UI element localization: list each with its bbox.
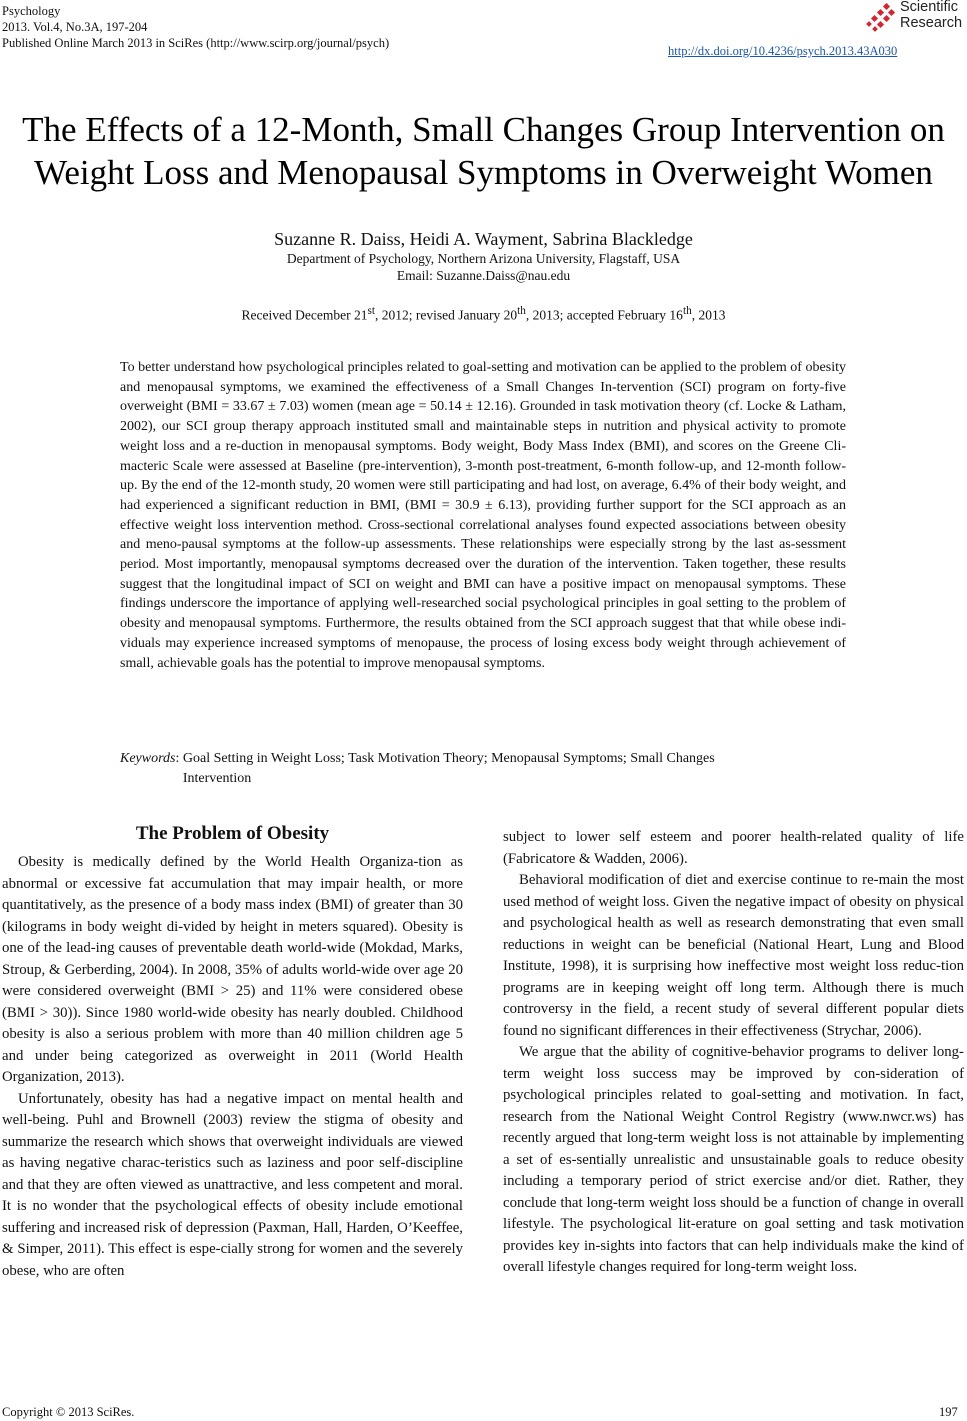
revised-text: , 2012; revised January 20: [375, 307, 518, 323]
received-text: Received December 21: [241, 307, 368, 323]
body-paragraph: Unfortunately, obesity has had a negative impact on mental health and well-being. Puhl and Brownell (2003) review the stigma of obesity and summarize the research which shows that overweight individuals are viewed as having negative charac-teristics such as laziness and poor self-discipline and that they are often viewed as unattractive, and less competent and moral. It is no wonder that the psychological effects of obesity include emotional suffering and increased risk of depression (Paxman, Hall, Harden, O’Keeffee, & Simper, 2011). This effect is espe-cially strong for women and the severely obese, who are often: [2, 1090, 463, 1279]
journal-header: [2, 3, 389, 51]
left-column: [2, 823, 463, 1282]
logo-line2: Research: [900, 14, 963, 31]
body-paragraph: Behavioral modification of diet and exercise continue to re-main the most used method of weight loss. Given the negative impact of obesity on physical and psychological health as well as research demonstrating that even small reductions in weight can be beneficial (National Heart, Lung and Blood Institute, 1998), it is surprising how ineffective most weight loss reduc-tion programs are in keeping weight off long term. Although there is much controversy in the field, a recent study of several different popular diets found no significant differences in their effectiveness (Strychar, 2006).: [503, 872, 964, 1039]
scientific-research-logo: [866, 0, 967, 36]
accepted-sup: th: [682, 305, 692, 317]
section-heading: The Problem of Obesity: [135, 823, 330, 844]
body-paragraph: Obesity is medically defined by the World Health Organiza-tion as abnormal or excessive fat accumulation that may impair health, or more quantitatively, as the presence of a body mass index (BMI) of greater than 30 (kilograms in body weight di-vided by height in meters squared). Obesity is one of the lead-ing causes of preventable death world-wide (Mokdad, Marks, Stroup, & Gerberding, 2004). In 2008, 35% of adults world-wide over age 20 were considered overweight (BMI > 25) and 11% were considered obese (BMI > 30)). Since 1980 world-wide obesity has nearly doubled. Childhood obesity is also a serious problem with more than 40 million children age 5 and under being categorized as overweight in 2011 (World Health Organization, 2013).: [2, 854, 463, 1085]
received-sup: st: [367, 305, 375, 317]
logo-line1: Scientific: [900, 0, 959, 15]
abstract: To better understand how psychological principles related to goal-setting and motivation can be applied to the problem of obesity and menopausal symptoms, we examined the effectiveness of a Small Changes In-tervention (SCI) program on forty-five overweight (BMI = 33.67 ± 7.03) women (mean age = 50.14 ± 12.16). Grounded in task motivation theory (cf. Locke & Latham, 2002), our SCI group therapy approach instituted small and maintainable steps in nutrition and physical activity to promote weight loss and a re-duction in menopausal symptoms. Body weight, Body Mass Index (BMI), and scores on the Greene Cli-macteric Scale were assessed at Baseline (pre-intervention), 3-month post-treatment, 6-month follow-up, and 12-month follow-up. By the end of the 12-month study, 20 women were still participating and had lost, on average, 6.4% of their body weight, and had experienced a significant reduction in BMI, (BMI = 30.9 ± 6.13), providing further support for the SCI approach as an effective weight loss intervention method. Cross-sectional correlational analyses found expected associations between obesity and meno-pausal symptoms at the follow-up assessments. These relationships were especially strong by the last as-sessment period. Most importantly, menopausal symptoms decreased over the duration of the intervention. Taken together, these results suggest that the longitudinal impact of SCI on weight and BMI can have a positive impact on menopausal symptoms. These findings underscore the importance of applying well-researched social psychological principles in goal setting to the problem of obesity and menopausal symptoms. Furthermore, the results obtained from the SCI approach suggest that that while obese indi-viduals may experience increased symptoms of menopause, the process of losing excess body weight through achievement of small, achievable goals has the potential to improve menopausal symptoms.: [120, 360, 846, 671]
journal-name: Psychology: [2, 4, 61, 18]
logo-diamonds-icon: [866, 3, 898, 33]
logo-text: [900, 0, 962, 31]
title-line2: Weight Loss and Menopausal Symptoms in Overweight Women: [34, 153, 933, 192]
journal-volume: 2013. Vol.4, No.3A, 197-204: [2, 20, 148, 34]
doi-link[interactable]: http://dx.doi.org/10.4236/psych.2013.43A030: [668, 44, 898, 58]
page-number: 197: [939, 1405, 958, 1419]
right-column: [503, 827, 964, 1279]
affiliation: Department of Psychology, Northern Arizona University, Flagstaff, USA: [286, 251, 681, 266]
copyright: Copyright © 2013 SciRes.: [2, 1405, 135, 1419]
accepted-text: , 2013; accepted February 16: [525, 307, 683, 323]
keywords-value: Goal Setting in Weight Loss; Task Motivation Theory; Menopausal Symptoms; Small Changes Intervention: [182, 751, 715, 786]
email: Email: Suzanne.Daiss@nau.edu: [396, 268, 571, 283]
body-paragraph: We argue that the ability of cognitive-behavior programs to deliver long-term weight loss success may be improved by con-sideration of psychological principles related to goal-setting and motivation. In fact, research from the National Weight Control Registry (www.nwcr.ws) has recently argued that long-term weight loss is not attainable by implementing a set of es-sentially unrealistic and unsustainable goals to reduce obesity including a temporary period of strict exercise and/or diet. Rather, they conclude that long-term weight loss should be a function of change in overall lifestyle. The psychological lit-erature on goal setting and task motivation provides key in-sights into factors that can help individuals make the kind of overall lifestyle changes required for long-term weight loss.: [503, 1044, 964, 1275]
received-dates: [0, 305, 967, 324]
affiliation-block: [0, 250, 967, 284]
keywords-label: Keywords: [120, 751, 176, 766]
paper-title: [0, 108, 967, 194]
authors: Suzanne R. Daiss, Heidi A. Wayment, Sabrina Blackledge: [274, 229, 693, 249]
title-line1: The Effects of a 12-Month, Small Changes Group Intervention on: [22, 110, 945, 149]
publication-note: Published Online March 2013 in SciRes (http://www.scirp.org/journal/psych): [2, 36, 390, 50]
body-paragraph-continued: subject to lower self esteem and poorer health-related quality of life (Fabricatore & Wadden, 2006).: [503, 829, 964, 867]
keywords: Keywords: Goal Setting in Weight Loss; Task Motivation Theory; Menopausal Symptoms; Small Changes Intervention: [120, 749, 846, 789]
revised-sup: th: [517, 305, 526, 317]
accepted-year: , 2013: [691, 307, 726, 323]
